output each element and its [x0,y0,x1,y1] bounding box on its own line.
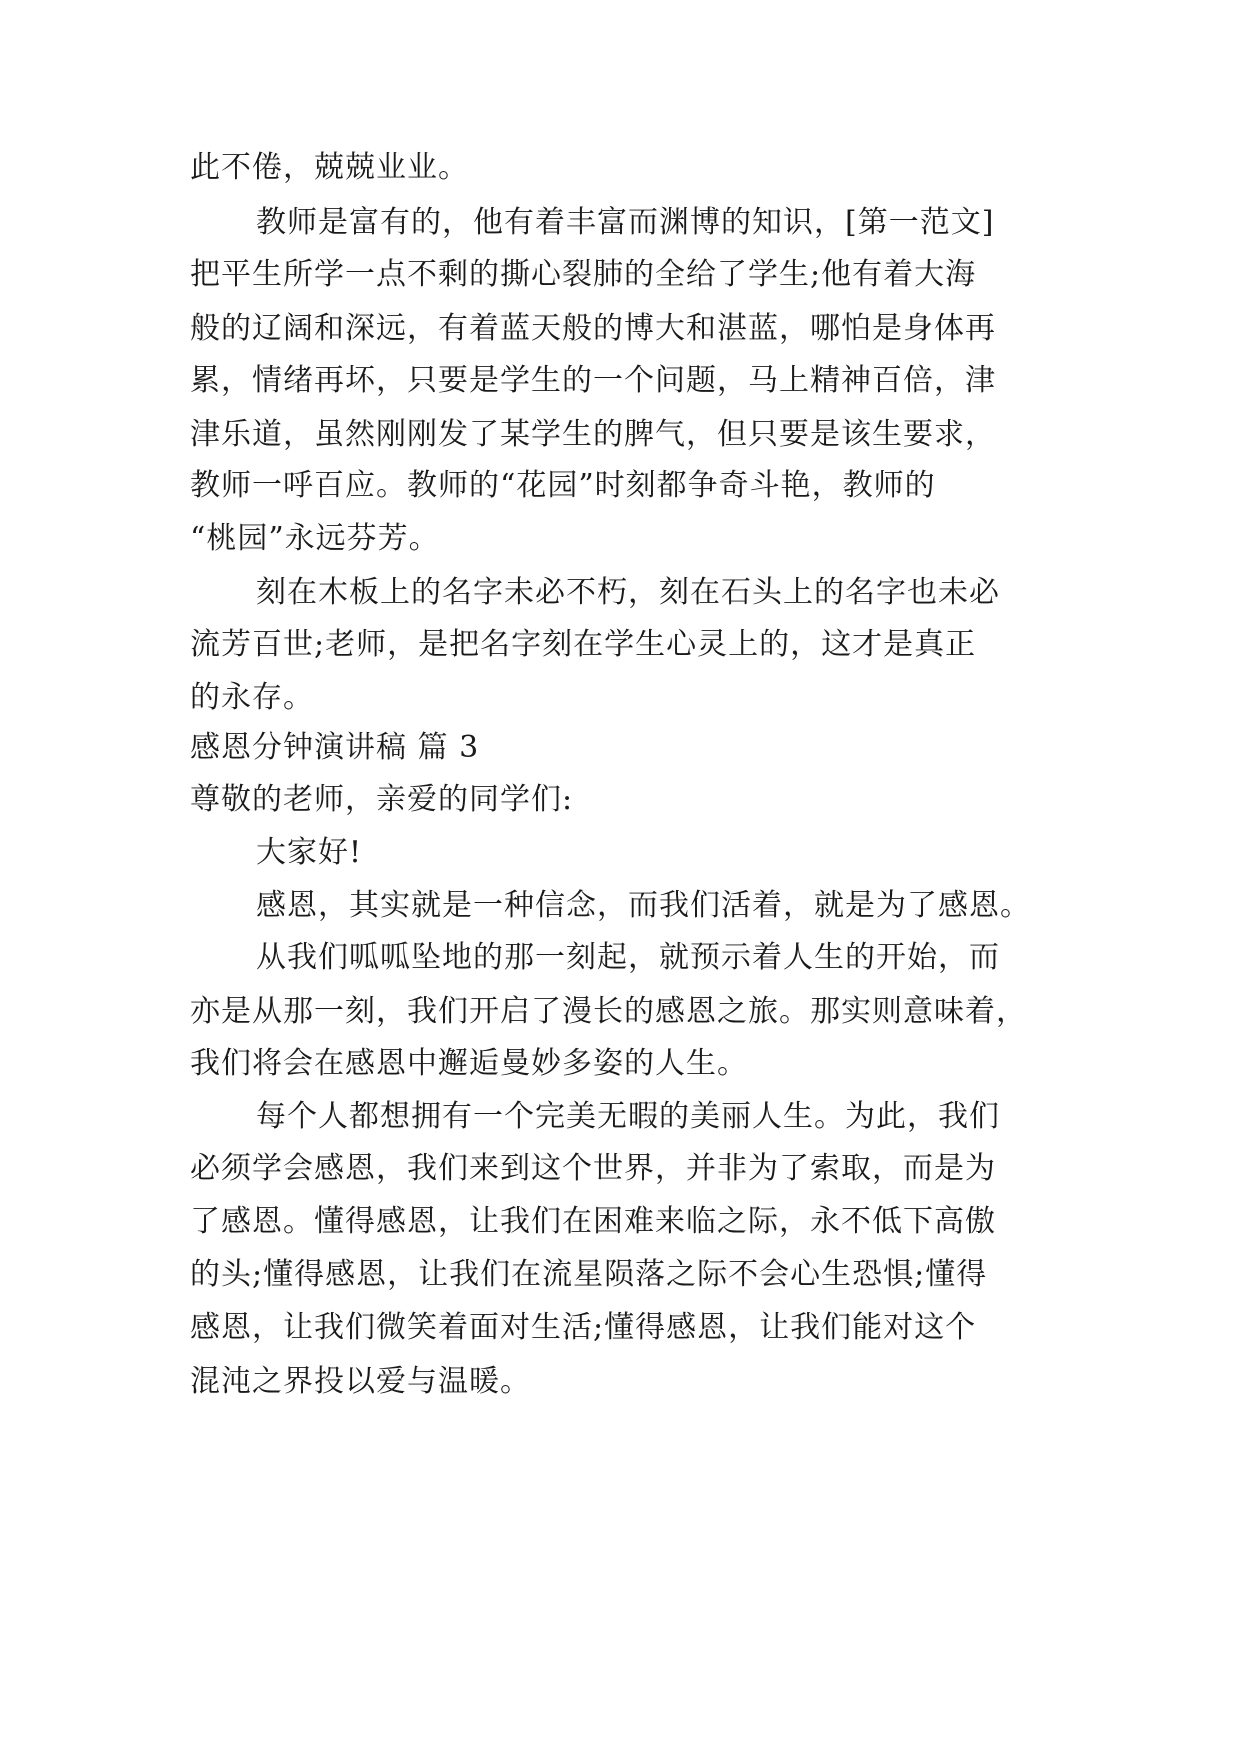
text-line: 津乐道，虽然刚刚发了某学生的脾气，但只要是该生要求， [190,417,996,452]
text-line: 我们将会在感恩中邂逅曼妙多姿的人生。 [190,1046,748,1081]
text-line: 了感恩。懂得感恩，让我们在困难来临之际，永不低下高傲 [190,1204,996,1239]
text-line: 混沌之界投以爱与温暖。 [190,1364,531,1399]
text-line: 累，情绪再坏，只要是学生的一个问题，马上精神百倍，津 [190,363,996,398]
text-line: 教师一呼百应。教师的“花园”时刻都争奇斗艳，教师的 [190,468,936,503]
text-line: 感恩，让我们微笑着面对生活;懂得感恩，让我们能对这个 [190,1310,977,1345]
text-line: 的永存。 [190,680,314,715]
text-line: 的头;懂得感恩，让我们在流星陨落之际不会心生恐惧;懂得 [190,1257,988,1292]
salutation-line: 尊敬的老师，亲爱的同学们: [190,782,574,817]
text-line: 般的辽阔和深远，有着蓝天般的博大和湛蓝，哪怕是身体再 [190,311,996,346]
paragraph-start-line: 从我们呱呱坠地的那一刻起，就预示着人生的开始，而 [256,940,1000,975]
paragraph-start-line: 教师是富有的，他有着丰富而渊博的知识，[第一范文] [256,205,995,240]
paragraph-start-line: 感恩，其实就是一种信念，而我们活着，就是为了感恩。 [256,888,1031,923]
text-line: 必须学会感恩，我们来到这个世界，并非为了索取，而是为 [190,1151,996,1186]
paragraph-start-line: 刻在木板上的名字未必不朽，刻在石头上的名字也未必 [256,575,1000,610]
text-line: 此不倦，兢兢业业。 [190,150,469,185]
text-line: “桃园”永远芬芳。 [190,521,440,556]
greeting-line: 大家好! [256,835,363,870]
text-line: 亦是从那一刻，我们开启了漫长的感恩之旅。那实则意味着， [190,994,1027,1029]
text-line: 把平生所学一点不剩的撕心裂肺的全给了学生;他有着大海 [190,257,977,292]
section-heading: 感恩分钟演讲稿 篇 3 [190,730,480,765]
paragraph-start-line: 每个人都想拥有一个完美无暇的美丽人生。为此，我们 [256,1099,1000,1134]
text-line: 流芳百世;老师，是把名字刻在学生心灵上的，这才是真正 [190,627,977,662]
